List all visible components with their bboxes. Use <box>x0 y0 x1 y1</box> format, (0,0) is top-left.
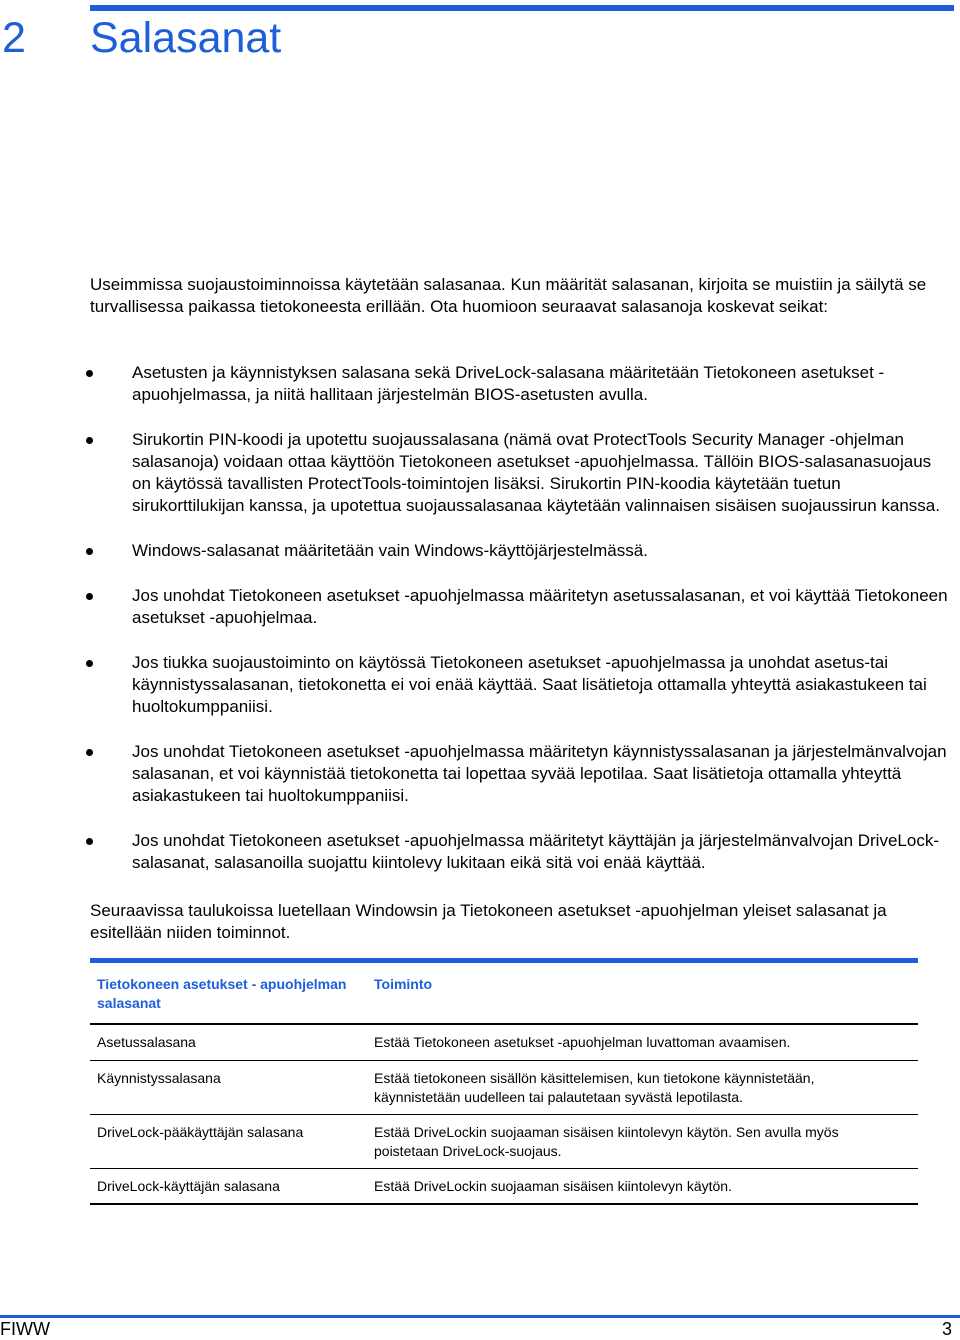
bullet-icon <box>86 593 93 600</box>
bullet-icon <box>86 838 93 845</box>
table-cell: Käynnistyssalasana <box>97 1070 221 1086</box>
footer-label: FIWW <box>0 1319 50 1339</box>
password-table <box>90 958 918 1205</box>
top-rule <box>90 5 954 11</box>
bullet-icon <box>86 437 93 444</box>
list-item-text: Jos tiukka suojaustoiminto on käytössä Tietokoneen asetukset -apuohjelmassa ja unohdat asetus-tai käynnistyssalasanan, tietokonetta ei voi enää käyttää. Saat lisätietoja ottamalla yhteyttä asiakastukeen tai huoltokumppaniisi. <box>132 653 927 716</box>
outro-paragraph: Seuraavissa taulukoissa luetellaan Windowsin ja Tietokoneen asetukset -apuohjelman yleiset salasanat ja esitellään niiden toiminnot. <box>90 901 887 942</box>
list-item-text: Asetusten ja käynnistyksen salasana sekä DriveLock-salasana määritetään Tietokoneen asetukset -apuohjelmassa, ja niitä hallitaan järjestelmän BIOS-asetusten avulla. <box>132 363 885 404</box>
chapter-title: Salasanat <box>90 14 282 62</box>
footer-rule <box>0 1315 960 1318</box>
list-item-text: Windows-salasanat määritetään vain Windows-käyttöjärjestelmässä. <box>132 541 648 560</box>
list-item <box>0 652 960 718</box>
list-item-text: Sirukortin PIN-koodi ja upotettu suojaussalasana (nämä ovat ProtectTools Security Manager -ohjelman salasanoja) voidaan ottaa käyttöön Tietokoneen asetukset -apuohjelmassa. Tällöin BIOS-salasanasuojaus on käytössä tavallisten ProtectTools-toimintojen lisäksi. Sirukortin PIN-koodia käytetään tuetun sirukorttilukijan kanssa, ja upotettua suojaussalasanaa käytetään valinnaisen sisäisen suojaussirun kanssa. <box>132 430 940 515</box>
list-item <box>0 830 960 874</box>
bullet-icon <box>86 660 93 667</box>
table-row <box>90 1061 918 1114</box>
list-item <box>0 540 960 562</box>
list-item <box>0 585 960 629</box>
list-item <box>0 741 960 807</box>
table-header-cell: Toiminto <box>374 976 433 992</box>
bullet-list <box>0 362 960 874</box>
table-bottom-rule <box>90 1203 918 1205</box>
table-row <box>90 1169 918 1203</box>
bullet-icon <box>86 370 93 377</box>
list-item <box>0 429 960 517</box>
table-header-row <box>90 963 918 1023</box>
table-row <box>90 1025 918 1060</box>
table-header-cell: Tietokoneen asetukset - apuohjelman salasanat <box>97 976 347 1011</box>
chapter-number: 2 <box>2 14 26 62</box>
table-cell: Estää Tietokoneen asetukset -apuohjelman luvattoman avaamisen. <box>374 1034 791 1050</box>
intro-paragraph: Useimmissa suojaustoiminnoissa käytetään salasanaa. Kun määrität salasanan, kirjoita se muistiin ja säilytä se turvallisessa paikassa tietokoneesta erillään. Ota huomioon seuraavat salasanoja koskevat seikat: <box>90 275 927 316</box>
table-cell: Estää DriveLockin suojaaman sisäisen kiintolevyn käytön. <box>374 1178 732 1194</box>
bullet-icon <box>86 749 93 756</box>
list-item <box>0 362 960 406</box>
list-item-text: Jos unohdat Tietokoneen asetukset -apuohjelmassa määritetyn käynnistyssalasanan ja järjestelmänvalvojan salasanan, et voi käynnistää tietokonetta tai lopettaa syvää lepotilaa. Saat lisätietoja ottamalla yhteyttä asiakastukeen tai huoltokumppaniisi. <box>132 742 947 805</box>
list-item-text: Jos unohdat Tietokoneen asetukset -apuohjelmassa määritetyn asetussalasanan, et voi käyttää Tietokoneen asetukset -apuohjelmaa. <box>132 586 948 627</box>
table-cell: Asetussalasana <box>97 1034 196 1050</box>
list-item-text: Jos unohdat Tietokoneen asetukset -apuohjelmassa määritetyt käyttäjän ja järjestelmänvalvojan DriveLock-salasanat, salasanoilla suojattu kiintolevy lukitaan eikä sitä voi enää käyttää. <box>132 831 939 872</box>
table-cell: Estää tietokoneen sisällön käsittelemisen, kun tietokone käynnistetään, käynnistetään uudelleen tai palautetaan syvästä lepotilasta. <box>374 1070 815 1105</box>
table-cell: Estää DriveLockin suojaaman sisäisen kiintolevyn käytön. Sen avulla myös poistetaan DriveLock-suojaus. <box>374 1124 839 1159</box>
bullet-icon <box>86 548 93 555</box>
page-number: 3 <box>941 1319 952 1339</box>
table-row <box>90 1115 918 1168</box>
chapter-heading <box>2 14 281 63</box>
table-cell: DriveLock-käyttäjän salasana <box>97 1178 280 1194</box>
table-cell: DriveLock-pääkäyttäjän salasana <box>97 1124 304 1140</box>
